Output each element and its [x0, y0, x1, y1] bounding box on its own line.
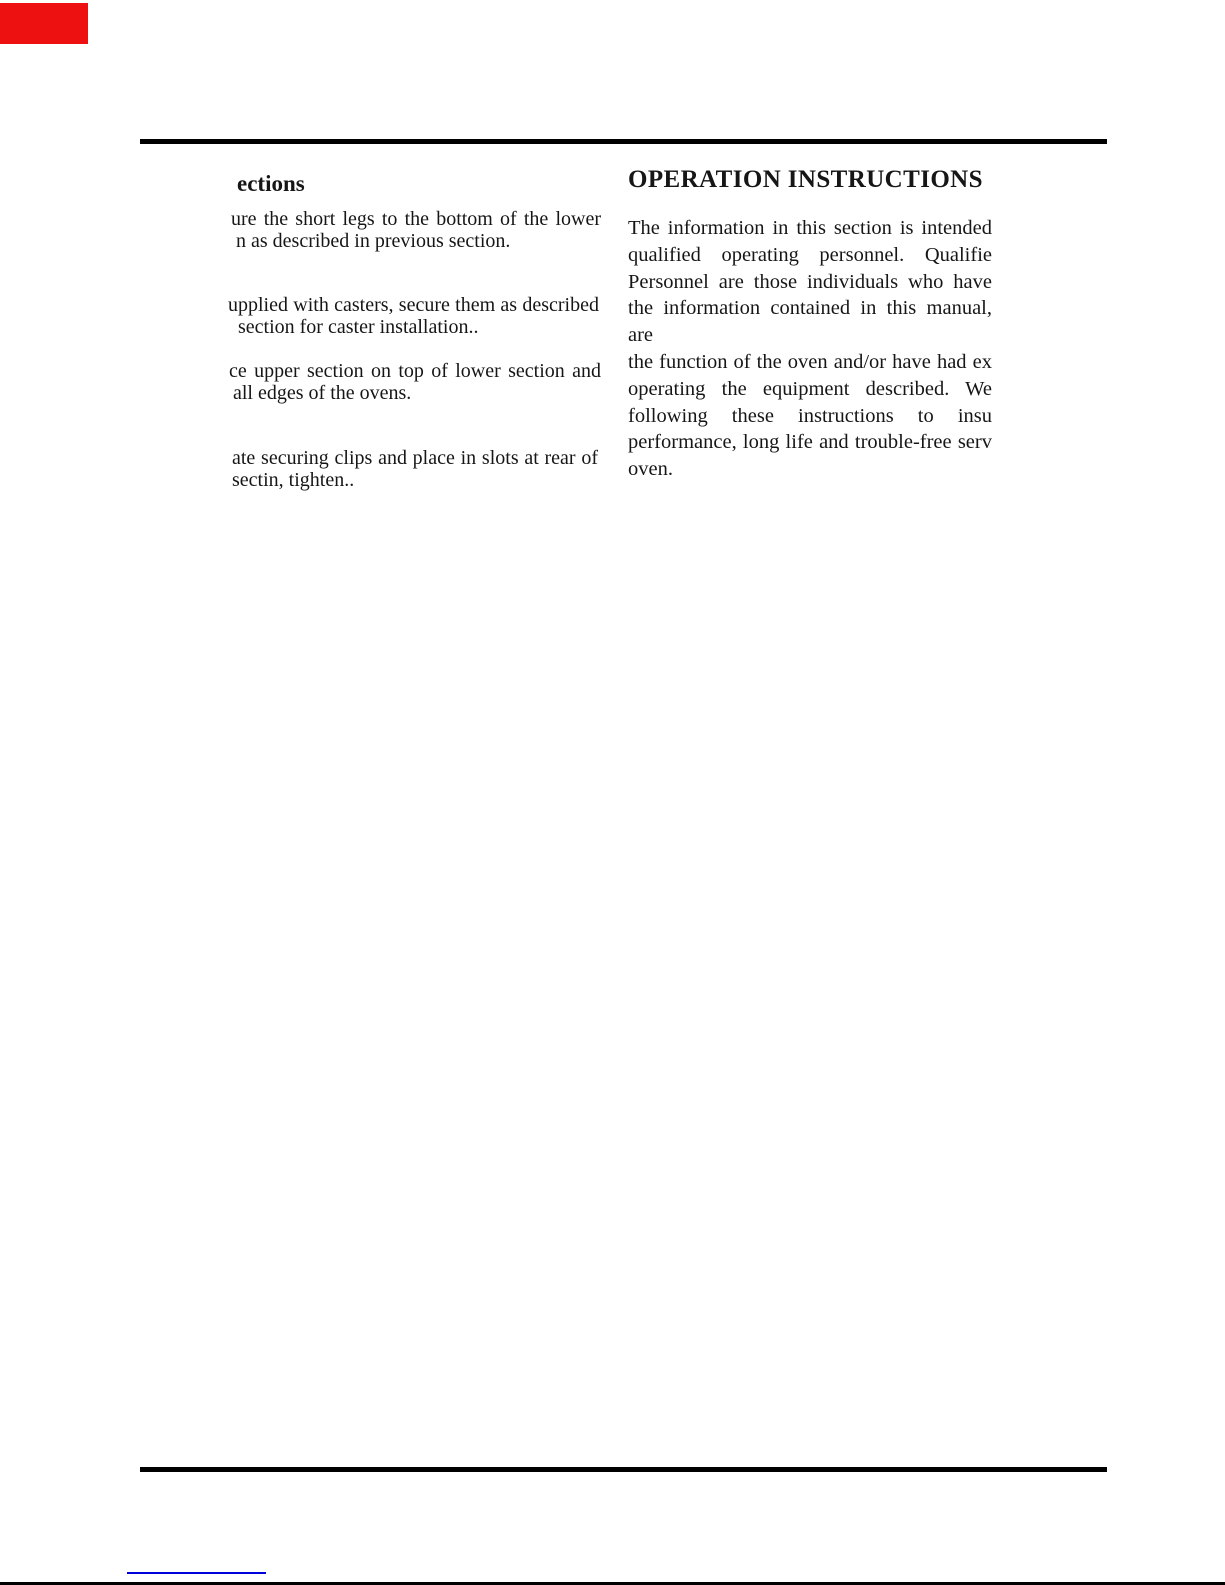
- paragraph-line: following these instructions to insu: [628, 404, 992, 427]
- top-rule: [140, 139, 1107, 144]
- left-paragraph-1: [231, 209, 601, 252]
- paragraph-line: operating the equipment described. We: [628, 377, 992, 400]
- paragraph-line: section for caster installation..: [238, 315, 479, 338]
- paragraph-line: qualified operating personnel. Qualifie: [628, 243, 992, 266]
- paragraph-line: performance, long life and trouble-free serv: [628, 431, 992, 454]
- bottom-rule: [140, 1467, 1107, 1472]
- paragraph-line: oven.: [628, 458, 673, 481]
- paragraph-line: Personnel are those individuals who have: [628, 270, 992, 293]
- paragraph-line: sectin, tighten..: [232, 468, 355, 491]
- corner-marker: [0, 3, 88, 44]
- left-column-heading: ections: [237, 171, 305, 196]
- left-paragraph-2: [228, 295, 599, 338]
- right-column-heading: OPERATION INSTRUCTIONS: [628, 166, 983, 193]
- footer-link-underline[interactable]: [127, 1572, 266, 1574]
- paragraph-line: the function of the oven and/or have had ex: [628, 350, 992, 373]
- paragraph-line: upplied with casters, secure them as described: [228, 294, 599, 316]
- paragraph-line: the information contained in this manual, are: [628, 297, 992, 347]
- paragraph-line: ate securing clips and place in slots at rear of: [232, 447, 598, 469]
- paragraph-line: ure the short legs to the bottom of the lower: [231, 208, 601, 230]
- left-paragraph-4: [232, 448, 598, 491]
- paragraph-line: all edges of the ovens.: [233, 381, 412, 404]
- paragraph-line: ce upper section on top of lower section and: [229, 360, 601, 382]
- paragraph-line: The information in this section is intended: [628, 217, 992, 239]
- left-paragraph-3: [229, 361, 601, 404]
- paragraph-line: n as described in previous section.: [236, 229, 511, 252]
- right-column-paragraph: [628, 215, 992, 483]
